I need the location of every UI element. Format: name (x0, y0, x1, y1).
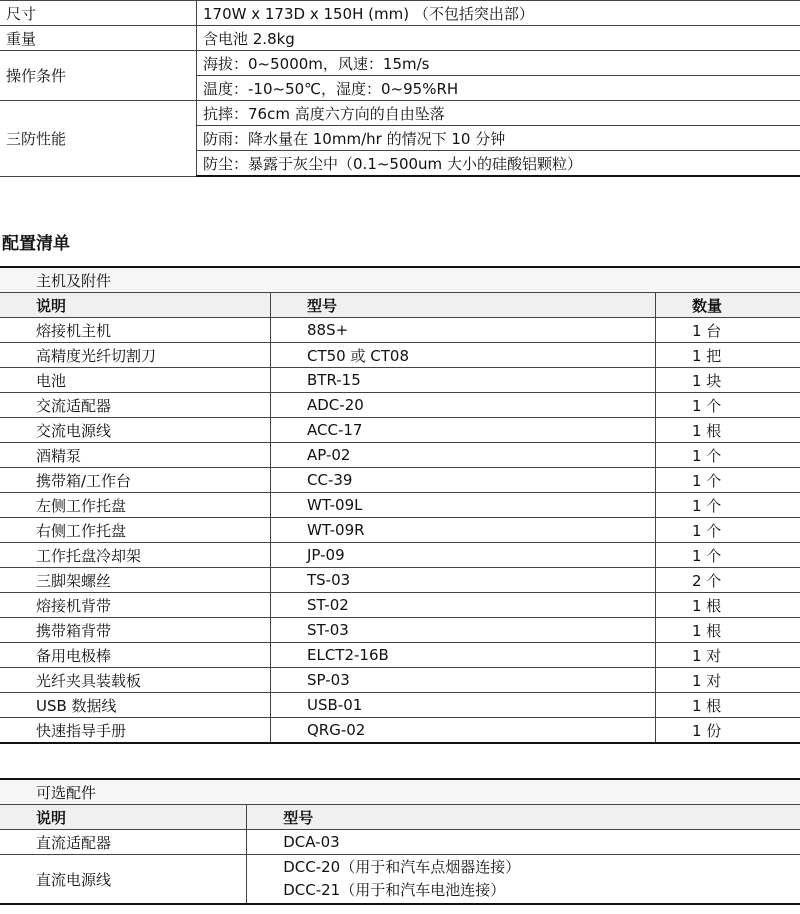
cell-description: 交流适配器 (0, 393, 271, 418)
spec-value: 防雨：降水量在 10mm/hr 的情况下 10 分钟 (197, 126, 800, 151)
cell-description: 直流电源线 (0, 855, 247, 905)
cell-description: 工作托盘冷却架 (0, 543, 271, 568)
spec-table (0, 0, 800, 177)
cell-quantity: 1 块 (656, 368, 800, 393)
cell-model: QRG-02 (271, 718, 656, 744)
model-line: DCC-21（用于和汽车电池连接） (283, 881, 506, 899)
cell-description: USB 数据线 (0, 693, 271, 718)
cell-description: 酒精泵 (0, 443, 271, 468)
cell-quantity: 1 份 (656, 718, 800, 744)
cell-model (247, 830, 800, 855)
spec-row (0, 26, 800, 51)
table-row (0, 393, 800, 418)
cell-model: 88S+ (271, 318, 656, 343)
cell-model (247, 855, 800, 905)
table-row (0, 643, 800, 668)
optional-accessories-table (0, 778, 800, 905)
cell-description: 右侧工作托盘 (0, 518, 271, 543)
cell-model: AP-02 (271, 443, 656, 468)
spec-row (0, 1, 800, 26)
table-row (0, 418, 800, 443)
table-row (0, 618, 800, 643)
cell-model: USB-01 (271, 693, 656, 718)
table-row (0, 343, 800, 368)
spec-label: 操作条件 (0, 51, 197, 101)
header-model: 型号 (247, 805, 800, 830)
table-row (0, 830, 800, 855)
cell-description: 直流适配器 (0, 830, 247, 855)
spec-label: 重量 (0, 26, 197, 51)
table-group-row (0, 779, 800, 805)
cell-quantity: 1 个 (656, 518, 800, 543)
header-quantity: 数量 (656, 293, 800, 318)
cell-description: 交流电源线 (0, 418, 271, 443)
section-title: 配置清单 (2, 234, 70, 254)
spec-value: 温度：-10~50℃，湿度：0~95%RH (197, 76, 800, 101)
table-row (0, 543, 800, 568)
table-row (0, 718, 800, 744)
cell-quantity: 1 个 (656, 443, 800, 468)
spec-value: 含电池 2.8kg (197, 26, 800, 51)
model-line: DCC-20（用于和汽车点烟器连接） (283, 858, 521, 876)
cell-model: ST-02 (271, 593, 656, 618)
table-row (0, 318, 800, 343)
cell-quantity: 1 根 (656, 618, 800, 643)
cell-model: WT-09R (271, 518, 656, 543)
cell-model: BTR-15 (271, 368, 656, 393)
cell-model: JP-09 (271, 543, 656, 568)
table-row (0, 468, 800, 493)
cell-description: 携带箱/工作台 (0, 468, 271, 493)
cell-description: 高精度光纤切割刀 (0, 343, 271, 368)
cell-model: ADC-20 (271, 393, 656, 418)
cell-description: 携带箱背带 (0, 618, 271, 643)
spec-label: 三防性能 (0, 101, 197, 177)
cell-model: ACC-17 (271, 418, 656, 443)
model-line: DCA-03 (283, 832, 340, 851)
cell-quantity: 1 台 (656, 318, 800, 343)
table-row (0, 493, 800, 518)
table-header-row (0, 805, 800, 830)
cell-description: 熔接机背带 (0, 593, 271, 618)
cell-model: ST-03 (271, 618, 656, 643)
cell-model: WT-09L (271, 493, 656, 518)
cell-quantity: 1 根 (656, 693, 800, 718)
cell-description: 光纤夹具装载板 (0, 668, 271, 693)
cell-quantity: 1 对 (656, 643, 800, 668)
spec-value: 海拔：0~5000m，风速：15m/s (197, 51, 800, 76)
cell-quantity: 1 根 (656, 418, 800, 443)
cell-description: 快速指导手册 (0, 718, 271, 744)
table-row (0, 443, 800, 468)
table-row (0, 668, 800, 693)
cell-quantity: 2 个 (656, 568, 800, 593)
cell-description: 三脚架螺丝 (0, 568, 271, 593)
cell-model: SP-03 (271, 668, 656, 693)
cell-quantity: 1 个 (656, 493, 800, 518)
table-header-row (0, 293, 800, 318)
main-accessories-table (0, 266, 800, 744)
cell-quantity: 1 个 (656, 468, 800, 493)
cell-quantity: 1 把 (656, 343, 800, 368)
table-row (0, 568, 800, 593)
spec-row (0, 51, 800, 76)
header-description: 说明 (0, 293, 271, 318)
cell-quantity: 1 个 (656, 393, 800, 418)
group-title: 可选配件 (0, 779, 800, 805)
table-row (0, 693, 800, 718)
cell-model: CT50 或 CT08 (271, 343, 656, 368)
cell-model: ELCT2-16B (271, 643, 656, 668)
table-row (0, 855, 800, 905)
header-model: 型号 (271, 293, 656, 318)
spec-label: 尺寸 (0, 1, 197, 26)
group-title: 主机及附件 (0, 267, 800, 293)
cell-description: 电池 (0, 368, 271, 393)
spec-value: 防尘：暴露于灰尘中（0.1~500um 大小的硅酸铝颗粒） (197, 151, 800, 177)
table-row (0, 518, 800, 543)
cell-quantity: 1 对 (656, 668, 800, 693)
cell-model: CC-39 (271, 468, 656, 493)
cell-quantity: 1 个 (656, 543, 800, 568)
spec-row (0, 101, 800, 126)
table-group-row (0, 267, 800, 293)
cell-model: TS-03 (271, 568, 656, 593)
cell-quantity: 1 根 (656, 593, 800, 618)
spec-value: 170W x 173D x 150H (mm) （不包括突出部） (197, 1, 800, 26)
cell-description: 熔接机主机 (0, 318, 271, 343)
spec-value: 抗摔：76cm 高度六方向的自由坠落 (197, 101, 800, 126)
header-description: 说明 (0, 805, 247, 830)
table-row (0, 593, 800, 618)
table-row (0, 368, 800, 393)
cell-description: 备用电极棒 (0, 643, 271, 668)
cell-description: 左侧工作托盘 (0, 493, 271, 518)
